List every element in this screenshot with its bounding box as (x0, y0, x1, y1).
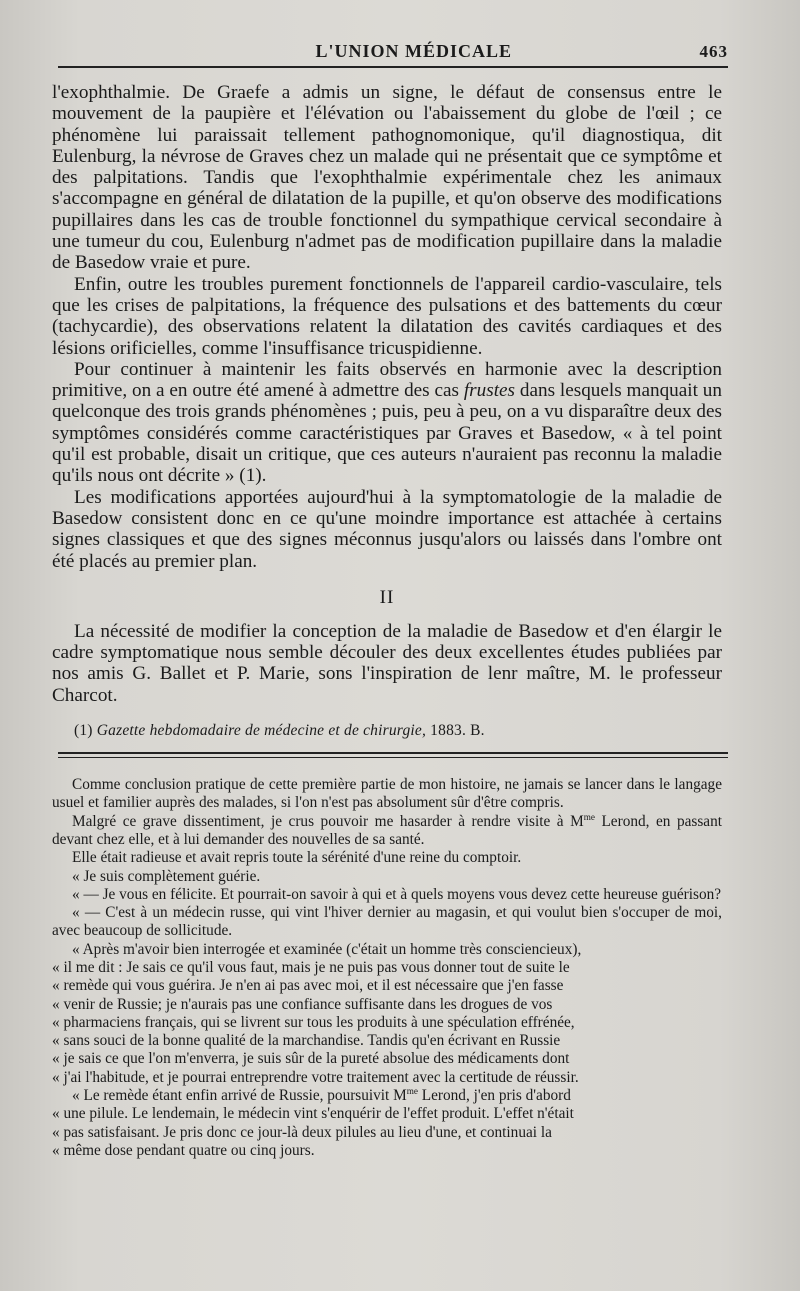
feuilleton-paragraph-7: « Après m'avoir bien interrogée et examinée (c'était un homme très consciencieux), (72, 940, 582, 958)
feuilleton-p2-start: Malgré ce grave dissentiment, je crus pouvoir me hasarder à rendre visite à M (72, 812, 584, 830)
header-rule (58, 66, 728, 68)
feuilleton-p8-end: Lerond, j'en pris d'abord (417, 1087, 571, 1105)
main-text (52, 82, 722, 740)
feuilleton-paragraph-5: « — Je vous en félicite. Et pourrait-on savoir à qui et à quels moyens vous devez cette heureuse guérison? (72, 885, 722, 903)
quote-line: « une pilule. Le lendemain, le médecin vint s'enquérir de l'effet produit. L'effet n'était (52, 1105, 574, 1123)
feuilleton-p2-end: Lerond, en passant devant chez elle, et à lui demander des nouvelles de sa santé. (52, 812, 722, 848)
paragraph-2: Enfin, outre les troubles purement fonctionnels de l'appareil cardio-vasculaire, tels que les crises de palpitations, la fréquence des pulsations et des battements du cœur (tachycardie), des observations relatent la dilatation des cavités cardiaques et des lésions orificielles, comme l'insuffisance tricuspidienne. (52, 273, 722, 359)
paragraph-4: Les modifications apportées aujourd'hui à la symptomatologie de la maladie de Basedow consistent donc en ce qu'une moindre importance est attachée à certains signes classiques et que des signes méconnus jusqu'alors ou laissés dans l'ombre ont été placés au premier plan. (52, 486, 722, 572)
paragraph-3 (52, 359, 722, 487)
feuilleton-p2-sup: me (583, 811, 595, 822)
quote-line: « sans souci de la bonne qualité de la marchandise. Tandis qu'en écrivant en Russie (52, 1032, 561, 1050)
section-number: II (379, 586, 395, 608)
footnote-rest: 1883. B. (430, 722, 485, 740)
feuilleton-text (52, 776, 722, 1160)
quote-line: « il me dit : Je sais ce qu'il vous faut, mais je ne puis pas vous donner tout de suite le (52, 958, 570, 976)
quote-line: « j'ai l'habitude, et je pourrai entreprendre votre traitement avec la certitude de réussir. (52, 1068, 579, 1086)
feuilleton-paragraph-6: « — C'est à un médecin russe, qui vint l'hiver dernier au magasin, et qui voulut bien s'occuper de moi, avec beaucoup de sollicitude. (52, 904, 722, 940)
running-header (58, 34, 728, 62)
quote-line: « venir de Russie; je n'aurais pas une confiance suffisante dans les drogues de vos (52, 995, 553, 1013)
paragraph-5: La nécessité de modifier la conception de la maladie de Basedow et d'en élargir le cadre symptomatique nous semble découler des deux excellentes études publiées par nos amis G. Ballet et P. Marie, sons l'inspiration de lenr maître, M. le professeur Charcot. (52, 620, 722, 706)
footnote (74, 722, 722, 740)
feuilleton-paragraph-8 (52, 1087, 722, 1105)
footnote-source: Gazette hebdomadaire de médecine et de chirurgie, (96, 722, 427, 740)
quote-line: « pharmaciens français, qui se livrent sur tous les produits à une spéculation effrénée, (52, 1013, 575, 1031)
quote-line: « je sais ce que l'on m'enverra, je suis sûr de la pureté absolue des médicaments dont (52, 1050, 570, 1068)
feuilleton-separator (58, 752, 728, 758)
feuilleton-p8-start: « Le remède étant enfin arrivé de Russie, poursuivit M (72, 1087, 407, 1105)
feuilleton-paragraph-4: « Je suis complètement guérie. (72, 867, 261, 885)
page-number: 463 (699, 42, 728, 61)
quote-line: « même dose pendant quatre ou cinq jours. (52, 1141, 315, 1159)
paragraph-3-italic: frustes (463, 380, 516, 402)
feuilleton-p8-sup: me (406, 1085, 418, 1096)
quote-line: « pas satisfaisant. Je pris donc ce jour-là deux pilules au lieu d'une, et continuai la (52, 1123, 552, 1141)
paragraph-1: l'exophthalmie. De Graefe a admis un signe, le défaut de consensus entre le mouvement de la paupière et l'élévation ou l'abaissement du globe de l'œil ; ce phénomène lui paraissait tellement pathognomonique, qu'il diagnostiqua, dit Eulenburg, la névrose de Graves chez un malade qui ne présentait que ce symptôme et des palpitations. Tandis que l'exophthalmie expérimentale chez les animaux s'accompagne en général de dilatation de la pupille, et qu'on observe des modifications pupillaires dans les cas de trouble fonctionnel du sympathique cervical secondaire à une tumeur du cou, Eulenburg n'admet pas de modification pupillaire dans la maladie de Basedow vraie et pure. (52, 82, 722, 274)
feuilleton-paragraph-2 (52, 813, 722, 850)
paragraph-3-end: dans lesquels manquait un quelconque des trois grands phénomènes ; puis, peu à peu, on a vu disparaître deux des symptômes considérés comme caractéristiques par Graves et Basedow, « à tel point qu'il est probable, disait un critique, que ces auteurs n'auraient pas reconnu la maladie qu'ils nous ont décrite » (1). (52, 380, 722, 487)
journal-title: L'UNION MÉDICALE (315, 41, 513, 61)
feuilleton-paragraph-3: Elle était radieuse et avait repris toute la sérénité d'une reine du comptoir. (72, 849, 522, 867)
quote-line: « remède qui vous guérira. Je n'en ai pas avec moi, et il est nécessaire que j'en fasse (52, 977, 564, 995)
paragraph-3-start: Pour continuer à maintenir les faits observés en harmonie avec la description primitive, on a en outre été amené à admettre des cas (52, 358, 722, 402)
footnote-marker: (1) (74, 722, 93, 740)
feuilleton-paragraph-1: Comme conclusion pratique de cette première partie de mon histoire, ne jamais se lancer dans le langage usuel et familier auprès des malades, si l'on n'est pas absolument sûr d'être compris. (52, 776, 722, 812)
